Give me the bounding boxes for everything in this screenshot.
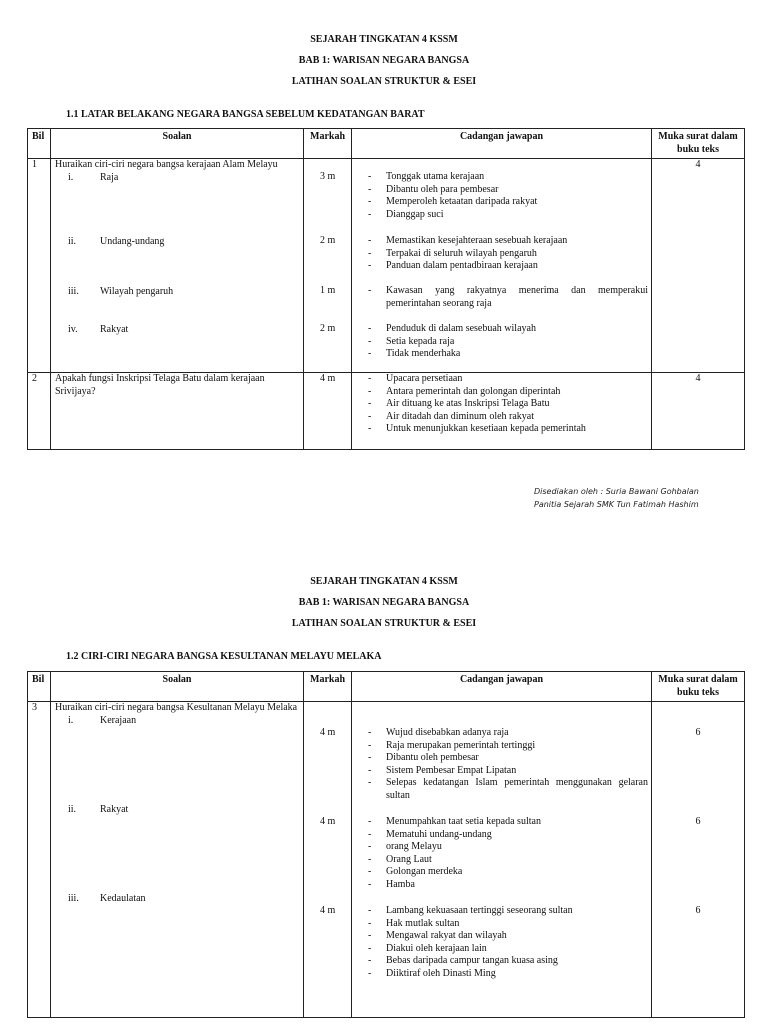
question-table (27, 671, 745, 1018)
table-row (28, 159, 745, 373)
answer-item: - Untuk menunjukkan kesetiaan kepada pemerintah (368, 423, 648, 436)
question-text: Apakah fungsi Inskripsi Telaga Batu dalam kerajaan Srivijaya? (51, 373, 304, 450)
col-header-bil: Bil (28, 672, 51, 702)
page-ref-cell (652, 702, 745, 1018)
sub-label: Kedaulatan (100, 892, 146, 904)
answers-cell (352, 373, 652, 450)
answer-item: - Memperoleh ketaatan daripada rakyat (368, 196, 648, 209)
answer-item: - Mengawal rakyat dan wilayah (368, 930, 648, 943)
sub-number: ii. (68, 803, 77, 815)
sub-label: Kerajaan (100, 714, 137, 726)
marks-value: 4 m (320, 373, 336, 384)
answer-list (368, 285, 648, 310)
question-text: Huraikan ciri-ciri negara bangsa Kesultanan Melayu Melaka (55, 702, 298, 713)
answer-item: - Air dituang ke atas Inskripsi Telaga Batu (368, 398, 648, 411)
col-header-jawapan: Cadangan jawapan (352, 129, 652, 159)
answer-item: - Upacara persetiaan (368, 373, 648, 386)
question-text: Huraikan ciri-ciri negara bangsa kerajaan Alam Melayu (55, 159, 278, 170)
answer-item: - Menumpahkan taat setia kepada sultan (368, 816, 648, 829)
page-ref-cell: 4 (652, 159, 745, 373)
marks-value: 1 m (320, 285, 336, 296)
page-header-chapter: BAB 1: WARISAN NEGARA BANGSA (298, 55, 470, 66)
sub-number: iii. (68, 892, 79, 904)
answer-item: - Lambang kekuasaan tertinggi seseorang sultan (368, 905, 648, 918)
answer-item: - Sistem Pembesar Empat Lipatan (368, 765, 648, 778)
sub-number: ii. (68, 235, 77, 247)
table-row (28, 373, 745, 450)
sub-number: iii. (68, 285, 79, 297)
col-header-markah: Markah (304, 129, 352, 159)
sub-number: iv. (68, 323, 78, 335)
page-header-subject: SEJARAH TINGKATAN 4 KSSM (310, 34, 458, 45)
marks-value: 2 m (320, 323, 336, 334)
table-header-row (28, 129, 745, 159)
answer-item: - Tonggak utama kerajaan (368, 171, 648, 184)
col-header-soalan: Soalan (51, 672, 304, 702)
page-ref-value: 6 (695, 816, 701, 827)
answer-item: - Raja merupakan pemerintah tertinggi (368, 740, 648, 753)
page-ref-cell: 4 (652, 373, 745, 450)
col-header-soalan: Soalan (51, 129, 304, 159)
answer-item: - Antara pemerintah dan golongan diperintah (368, 386, 648, 399)
section-title: 1.2 CIRI-CIRI NEGARA BANGSA KESULTANAN MELAYU MELAKA (66, 651, 382, 662)
col-header-bil: Bil (28, 129, 51, 159)
answer-list (368, 235, 648, 273)
row-bil: 2 (28, 373, 51, 450)
marks-value: 3 m (320, 171, 336, 182)
answer-item: - Terpakai di seluruh wilayah pengaruh (368, 248, 648, 261)
answer-item: - Mematuhi undang-undang (368, 829, 648, 842)
page-header-exercise: LATIHAN SOALAN STRUKTUR & ESEI (291, 76, 477, 87)
row-bil: 3 (28, 702, 51, 1018)
sub-label: Raja (100, 171, 119, 183)
answer-list (368, 905, 648, 980)
col-header-muka-surat: Muka surat dalam buku teks (652, 672, 745, 702)
answer-item: - Penduduk di dalam sesebuah wilayah (368, 323, 648, 336)
answer-item: - Panduan dalam pentadbiraan kerajaan (368, 260, 648, 273)
answer-item: - Diiktiraf oleh Dinasti Ming (368, 968, 648, 981)
answer-item: - Air ditadah dan diminum oleh rakyat (368, 411, 648, 424)
answer-item: - Orang Laut (368, 854, 648, 867)
answer-item: - Tidak menderhaka (368, 348, 648, 361)
answer-item: - Kawasan yang rakyatnya menerima dan memperakui pemerintahan seorang raja (368, 285, 648, 310)
question-table (27, 128, 745, 450)
col-header-markah: Markah (304, 672, 352, 702)
col-header-jawapan: Cadangan jawapan (352, 672, 652, 702)
question-cell (51, 159, 304, 373)
answer-item: - Dianggap suci (368, 209, 648, 222)
page-header-chapter: BAB 1: WARISAN NEGARA BANGSA (298, 597, 470, 608)
sub-number: i. (68, 714, 74, 726)
section-title: 1.1 LATAR BELAKANG NEGARA BANGSA SEBELUM KEDATANGAN BARAT (66, 109, 425, 120)
marks-cell (304, 373, 352, 450)
answer-item: - Selepas kedatangan Islam pemerintah menggunakan gelaran sultan (368, 777, 648, 802)
sub-label: Wilayah pengaruh (100, 285, 174, 297)
col-header-muka-surat: Muka surat dalam buku teks (652, 129, 745, 159)
answer-list (368, 727, 648, 802)
answer-list (368, 816, 648, 891)
answer-list (368, 171, 648, 221)
answer-item: - orang Melayu (368, 841, 648, 854)
page-header-exercise: LATIHAN SOALAN STRUKTUR & ESEI (291, 618, 477, 629)
answer-item: - Dibantu oleh para pembesar (368, 184, 648, 197)
prepared-by-credit: Disediakan oleh : Suria Bawani Gohbalan (534, 487, 699, 496)
table-row (28, 702, 745, 1018)
table-header-row (28, 672, 745, 702)
row-bil: 1 (28, 159, 51, 373)
answer-item: - Hak mutlak sultan (368, 918, 648, 931)
answer-list (368, 323, 648, 361)
sub-label: Undang-undang (100, 235, 165, 247)
answer-item: - Diakui oleh kerajaan lain (368, 943, 648, 956)
marks-cell (304, 702, 352, 1018)
answer-item: - Dibantu oleh pembesar (368, 752, 648, 765)
marks-value: 4 m (320, 816, 336, 827)
answer-item: - Wujud disebabkan adanya raja (368, 727, 648, 740)
marks-cell (304, 159, 352, 373)
answer-list (368, 373, 648, 436)
sub-label: Rakyat (100, 803, 129, 815)
panel-credit: Panitia Sejarah SMK Tun Fatimah Hashim (534, 500, 699, 509)
answer-item: - Setia kepada raja (368, 336, 648, 349)
answer-item: - Bebas daripada campur tangan kuasa asing (368, 955, 648, 968)
page-ref-value: 6 (695, 905, 701, 916)
sub-number: i. (68, 171, 74, 183)
marks-value: 4 m (320, 727, 336, 738)
marks-value: 4 m (320, 905, 336, 916)
answer-item: - Golongan merdeka (368, 866, 648, 879)
question-cell (51, 702, 304, 1018)
answers-cell (352, 702, 652, 1018)
sub-label: Rakyat (100, 323, 129, 335)
marks-value: 2 m (320, 235, 336, 246)
answer-item: - Hamba (368, 879, 648, 892)
page-ref-value: 6 (695, 727, 701, 738)
answer-item: - Memastikan kesejahteraan sesebuah kerajaan (368, 235, 648, 248)
answers-cell (352, 159, 652, 373)
page-header-subject: SEJARAH TINGKATAN 4 KSSM (310, 576, 458, 587)
